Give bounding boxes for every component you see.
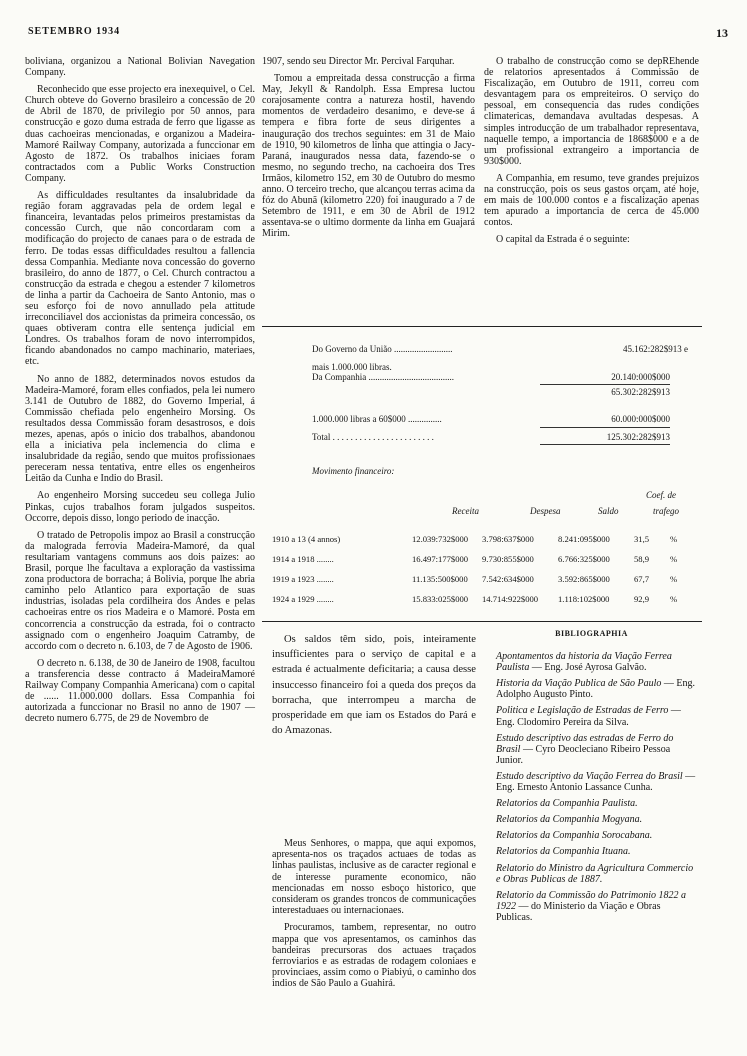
entry-author: — Eng. Ernesto Antonio Lassance Cunha. [496,770,696,794]
entry-title: Relatorios da Companhia Mogyana. [496,814,643,826]
bibliography-entry [484,890,699,923]
capital-value: 20.140:000$000 [611,372,670,382]
period-cell: 1910 a 13 (4 annos) [272,534,341,544]
header-saldo: Saldo [598,506,619,516]
capital-row [268,372,700,384]
paragraph: O tratado de Petropolis impoz ao Brasil a construcção da malograda ferrovia Madeira-Mamoré, da qual resultariam vantagens communs aos dois paizes: ao Brasil, porque lhe facultava a exploração da vastissima zona productora de borracha; á Bolivia, porque lhe abria caminho pelo Atlantico para exportação de suas industrias, isoladas pela cordilheira dos Andes e pelas cachoeiras entre os rios Madeira e o Mamoré. Posta em concorrencia a construcção da estrada, foi o contracto assignado com o engenheiro Joaquim Catramby, de accordo com o decreto n. 6.103, de 7 de Agosto de 1906. [25,529,255,652]
paragraph: Reconhecido que esse projecto era inexequivel, o Cel. Church obteve do Governo brasileiro a concessão de 20 de Abril de 1870, de privilegio por 50 annos, para construcção e gozo duma estrada de ferro que ligasse as duas cachoeiras mencionadas, e organizou a Madeira-Mamoré Railway Company, autorizada a funccionar em Agosto de 1872. Os trabalhos iniciaes foram contractados com a Public Works Construction Company. [25,84,255,184]
paragraph: boliviana, organizou a National Bolivian Navegation Company. [25,56,255,79]
mappa-paragraph-block [272,838,476,996]
entry-author: — Cyro Deocleciano Ribeiro Pessoa Junior. [496,743,671,766]
entry-title: Estudo descriptivo das estradas de Ferro do Brasil [496,732,674,755]
bibliography-entry [484,651,699,673]
capital-label: 1.000.000 libras a 60$000 ............... [312,414,442,424]
paragraph: O capital da Estrada é o seguinte: [496,234,630,246]
bibliography-entry [484,705,699,727]
saldo-cell: 8.241:095$000 [558,534,610,544]
saldo-cell: 3.592:865$000 [558,574,610,584]
paragraph: A Companhia, em resumo, teve grandes prejuizos na construcção, pois os seus gastos orçam, até hoje, em mais de 100.000 contos e a fiscalização apenas tem apurado a importancia de cerca de 45.000 contos. [484,172,699,229]
capital-value: 45.162:282$913 e [623,344,688,354]
bibliography-entry [484,846,699,857]
bibliography-entry [484,678,699,700]
paragraph: O trabalho de construcção como se depREhende de relatorios apresentados á Commissão de Fiscalização, em Outubro de 1911, correu com desvantagem para os empreiteiros. O serviço do pessoal, em consequencia das rudes condições climatericas, demandava avultadas despesas. A simples introducção de um trabalhador representava, naquelle tempo, a importancia de 1868$000 e a de um profissional extrangeiro a importancia de 930$000. [484,56,699,167]
receita-cell: 15.833:025$000 [412,594,469,604]
sum-line [540,384,670,385]
entry-author: — Eng. Clodomiro Pereira da Silva. [496,705,681,728]
header-trafego: trafego [653,506,679,516]
movimento-title: Movimento financeiro: [312,466,395,476]
entry-author: — do Ministerio da Viação e Obras Publicas. [496,900,661,923]
receita-cell: 12.039:732$000 [412,534,469,544]
entry-title: Politica e Legislação de Estradas de Ferro [496,705,669,717]
page-header [28,26,728,42]
capital-value: 65.302:282$913 [611,387,670,397]
table-bottom-rule [262,621,702,622]
paragraph: No anno de 1882, determinados novos estudos da Madeira-Mamoré, foram elles confiados, pela lei numero 3.141 de Outubro de 1882, do Governo Imperial, á Commissão chefiada pelo engenheiro Morsing. Os resultados dessa Commissão foram desastrosos, e dois mezes, apenas, após o inicio dos trabalhos, abandonou ella a iniciativa pela inclemencia do clima e insalubridade da região, sendo que muitos profissionaes pereceram nessa tentativa, entre elles os engenheiros Leitão da Cunha e Indio do Brasil. [25,373,255,485]
issue-date: SETEMBRO 1934 [28,26,121,37]
column-3 [484,56,699,252]
sum-line [540,427,670,428]
coef-cell: 67,7 [634,574,650,584]
entry-title: Relatorios da Companhia Paulista. [496,798,638,810]
despesa-cell: 3.798:637$000 [482,534,534,544]
table-top-rule [262,326,702,327]
capital-row [268,414,700,426]
bibliography-entry [484,814,699,825]
table-row [268,594,700,606]
capital-value: 60.000:000$000 [611,414,670,424]
entry-author: — Eng. José Ayrosa Galvão. [529,662,647,674]
capital-row [268,432,700,444]
capital-value: 125.302:282$913 [606,432,670,442]
header-coef: Coef. de [646,490,676,500]
paragraph: Meus Senhores, o mappa, que aqui expomos, apresenta-nos os traçados actuaes de todas as linhas paulistas, inclusive as de caracter regional e de interesse puramente economico, não mencionadas em nosso esboço historico, que consideram os grandes troncos de communicações interestaduaes ou internacionaes. [272,838,476,917]
entry-title: Relatorios da Companhia Sorocabana. [496,830,653,842]
period-cell: 1914 a 1918 ........ [272,554,334,564]
paragraph: Ao engenheiro Morsing succedeu seu collega Julio Pinkas, cujos trabalhos foram julgados suspeitos. Occorre, depois disso, longo periodo de inacção. [25,490,255,524]
paragraph: O decreto n. 6.138, de 30 de Janeiro de 1908, facultou a transferencia desse contracto á MadeiraMamoré Railway Company Companhia Americana) com o capital de ...... 11.000.000 dollars. Essa Companhia foi autorizada a funccionar no Brasil no anno de 1907 — decreto numero 6.775, de 29 de Novembro de [25,657,255,725]
table-row [268,574,700,586]
saldo-cell: 1.118:102$000 [558,594,610,604]
bibliography-entry [484,771,699,793]
header-receita: Receita [452,506,479,516]
bibliography [484,628,699,928]
pct-cell: % [670,594,678,604]
coef-cell: 31,5 [634,534,650,544]
capital-label: Total . . . . . . . . . . . . . . . . . . . . . . . [312,432,434,442]
bibliography-entry [484,830,699,841]
column-1 [25,56,255,730]
capital-label: Do Governo da União .......................... [312,344,453,354]
entry-title: Relatorios da Companhia Ituana. [496,846,631,858]
header-despesa: Despesa [530,506,561,516]
despesa-cell: 7.542:634$000 [482,574,534,584]
receita-cell: 11.135:500$000 [412,574,468,584]
column-2 [262,56,475,246]
bibliography-title: BIBLIOGRAPHIA [555,629,628,638]
pct-cell: % [670,574,678,584]
capital-label: mais 1.000.000 libras. [312,362,392,372]
paragraph: As difficuldades resultantes da insalubridade da região foram aggravadas pela de ordem legal e financeira, levantadas pelos primeiros prestamistas da concessão Curch, que não concordaram com a modificação do projecto de canaes para o de estrada de ferro. De todas essas difficuldades resultou a fallencia dessa Companhia. Mediante nova concessão do governo brasileiro, do anno de 1877, o Cel. Church contractou a construcção da estrada e chegou a estender 7 kilometros de linha a partir da Cachoeira de Santo Antonio, mas o seu esforço foi de novo annullado pela attitude irreconciliavel dos accionistas da primeira concessão, os quaes obtiveram contra elle sentença judicial em Londres. Os trabalhos foram de novo interrompidos, ficando abandonados no campo machinario, materiaes, etc. [25,190,255,368]
saldo-cell: 6.766:325$000 [558,554,610,564]
period-cell: 1919 a 1923 ........ [272,574,334,584]
capital-label: Da Companhia ...................................... [312,372,454,382]
paragraph: Os saldos têm sido, pois, inteiramente insufficientes para o serviço de capital e a estrada é actualmente deficitaria; a causa desse insuccesso financeiro foi a queda dos preços da borracha, que interrompeu a marcha de prosperidade em que iam os Estados do Pará e do Amazonas. [272,634,476,737]
pct-cell: % [670,554,678,564]
table-row [268,534,700,546]
pct-cell: % [670,534,678,544]
saldos-paragraph-block [272,632,476,744]
financial-table [268,340,700,620]
bibliography-entry [484,798,699,809]
paragraph: Procuramos, tambem, representar, no outro mappa que vos apresentamos, os caminhos das bandeiras precursoras dos actuaes traçados ferroviarios e as estradas de rodagem coloniaes e provinciaes, assim como o Piabiyú, o caminho dos indios de São Paulo a Guahirá. [272,922,476,990]
entry-title: Relatorio do Ministro da Agricultura Commercio e Obras Publicas de 1887. [496,862,694,885]
coef-cell: 92,9 [634,594,650,604]
entry-title: Apontamentos da historia da Viação Ferrea Paulista [496,651,672,674]
paragraph: 1907, sendo seu Director Mr. Percival Farquhar. [262,56,455,67]
despesa-cell: 9.730:855$000 [482,554,534,564]
entry-title: Estudo descriptivo da Viação Ferrea do Brasil [496,770,683,782]
period-cell: 1924 a 1929 ........ [272,594,334,604]
capital-row [268,344,700,356]
table-row [268,554,700,566]
despesa-cell: 14.714:922$000 [482,594,539,604]
bibliography-entry [484,863,699,885]
page-number: 13 [716,26,728,40]
paragraph: Tomou a empreitada dessa construcção a firma May, Jekyll & Randolph. Essa Empresa luctou corajosamente contra a natureza hostil, havendo momentos de verdadeiro desanimo, e deve-se á tempera e fibra forte de seus dirigentes a inauguração dos trechos seguintes: em 31 de Maio de 1910, 90 kilometros de linha que attingia o Jacy-Paraná, inaugurados nessa data, fazendo-se o mesmo, no segundo trecho, na cachoeira dos Tres Irmãos, kilometro 152, em 30 de Outubro do mesmo anno. O terceiro trecho, que alcançou terras acima da fóz do Abunã (kilometro 220) foi inaugurado a 7 de Setembro de 1911, e em 30 de Abril de 1912 assentava-se o ultimo dormente da linha em Guajará Mirim. [262,73,475,240]
coef-cell: 58,9 [634,554,650,564]
sum-line [540,444,670,445]
entry-author: — Eng. Adolpho Augusto Pinto. [496,678,695,701]
capital-row [268,387,700,399]
entry-title: Relatorio da Commissão do Patrimonio 1822 a 1922 [496,889,687,912]
entry-title: Historia da Viação Publica de São Paulo [496,678,662,690]
receita-cell: 16.497:177$000 [412,554,469,564]
bibliography-entry [484,733,699,766]
